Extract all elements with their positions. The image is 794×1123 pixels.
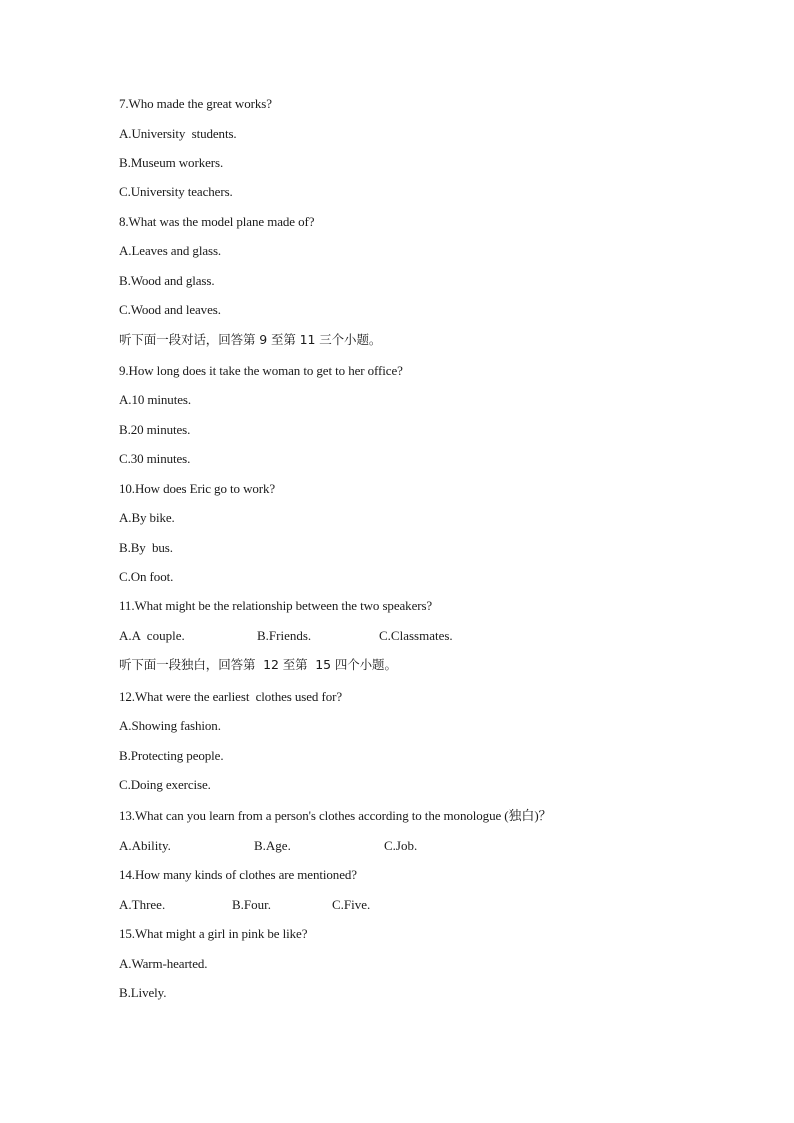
question-13-option-b: B.Age. (254, 838, 291, 853)
question-8: 8.What was the model plane made of? (119, 214, 315, 229)
question-11: 11.What might be the relationship between the two speakers? (119, 598, 433, 613)
question-10: 10.How does Eric go to work? (119, 481, 276, 496)
question-14-option-c: C.Five. (332, 897, 371, 912)
question-10-option-b: B.By bus. (119, 540, 173, 555)
question-7: 7.Who made the great works? (119, 96, 272, 111)
question-14-option-b: B.Four. (232, 897, 272, 912)
question-12-option-a: A.Showing fashion. (119, 718, 221, 733)
question-15-option-b: B.Lively. (119, 985, 167, 1000)
question-7-option-b: B.Museum workers. (119, 155, 224, 170)
question-11-option-b: B.Friends. (257, 628, 312, 643)
question-9-option-b: B.20 minutes. (119, 422, 191, 437)
question-9-option-a: A.10 minutes. (119, 392, 192, 407)
question-12: 12.What were the earliest clothes used for? (119, 689, 343, 704)
question-15: 15.What might a girl in pink be like? (119, 926, 308, 941)
question-9: 9.How long does it take the woman to get to her office? (119, 363, 403, 378)
question-12-option-c: C.Doing exercise. (119, 777, 211, 792)
question-7-option-c: C.University teachers. (119, 184, 233, 199)
question-8-option-a: A.Leaves and glass. (119, 243, 222, 258)
question-15-option-a: A.Warm-hearted. (119, 956, 208, 971)
question-11-option-a: A.A couple. (119, 628, 185, 643)
question-14-option-a: A.Three. (119, 897, 166, 912)
question-11-option-c: C.Classmates. (379, 628, 453, 643)
section-instruction-dialogue: 听下面一段对话，回答第 9 至第 11 三个小题。 (119, 332, 382, 347)
question-14: 14.How many kinds of clothes are mentioned? (119, 867, 357, 882)
section-instruction-monologue: 听下面一段独白，回答第 12 至第 15 四个小题。 (119, 657, 397, 672)
question-8-option-b: B.Wood and glass. (119, 273, 215, 288)
question-13: 13.What can you learn from a person's clothes according to the monologue (独白)？ (119, 808, 552, 823)
question-9-option-c: C.30 minutes. (119, 451, 191, 466)
question-10-option-a: A.By bike. (119, 510, 175, 525)
question-8-option-c: C.Wood and leaves. (119, 302, 221, 317)
question-12-option-b: B.Protecting people. (119, 748, 224, 763)
question-10-option-c: C.On foot. (119, 569, 174, 584)
question-7-option-a: A.University students. (119, 126, 237, 141)
question-13-option-a: A.Ability. (119, 838, 171, 853)
question-13-option-c: C.Job. (384, 838, 418, 853)
